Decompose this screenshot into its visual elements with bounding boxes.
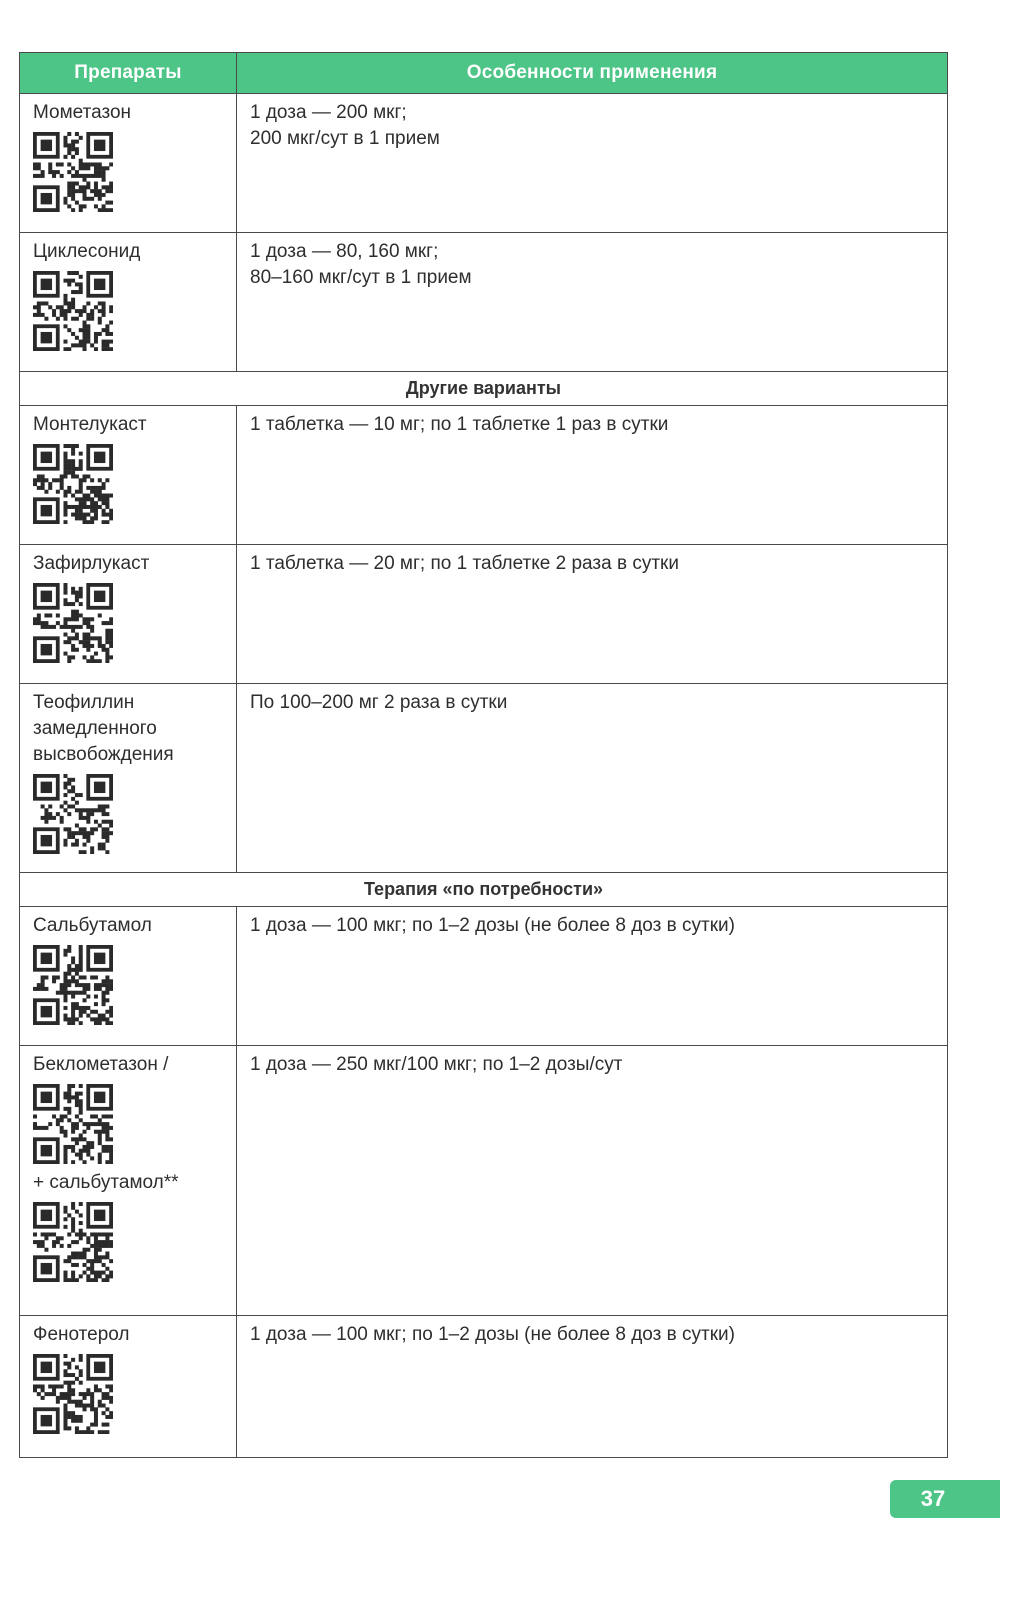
header-drugs: Препараты: [20, 53, 237, 94]
usage-cell: [237, 94, 948, 233]
usage-line: По 100–200 мг 2 раза в сутки: [250, 692, 508, 713]
usage-cell: [237, 907, 948, 1046]
drug-row: [20, 406, 948, 545]
usage-cell: [237, 1046, 948, 1316]
usage-cell: [237, 233, 948, 372]
drug-name: Теофиллин замедленного высвобождения: [33, 692, 174, 765]
usage-line: 1 таблетка — 20 мг; по 1 таблетке 2 раза в сутки: [250, 553, 679, 574]
table-header-row: [20, 53, 948, 94]
drug-row: [20, 545, 948, 684]
drug-cell: [20, 233, 237, 372]
drug-name: Сальбутамол: [33, 915, 152, 936]
drug-cell: [20, 907, 237, 1046]
qr-code-icon: [33, 444, 113, 524]
drug-cell: [20, 684, 237, 873]
section-title: Другие варианты: [20, 372, 948, 406]
drug-name: Циклесонид: [33, 241, 141, 262]
drug-name: + сальбутамол**: [33, 1172, 179, 1193]
drug-row: [20, 684, 948, 873]
usage-cell: [237, 1316, 948, 1458]
section-row: [20, 372, 948, 406]
qr-code-icon: [33, 945, 113, 1025]
drug-row: [20, 1046, 948, 1316]
drug-row: [20, 1316, 948, 1458]
drug-row: [20, 233, 948, 372]
section-row: [20, 873, 948, 907]
usage-line: 1 доза — 80, 160 мкг;: [250, 241, 439, 262]
drug-name: Беклометазон /: [33, 1054, 169, 1075]
qr-code-icon: [33, 583, 113, 663]
qr-code-icon: [33, 1084, 113, 1164]
drug-cell: [20, 545, 237, 684]
drug-row: [20, 94, 948, 233]
qr-code-icon: [33, 1202, 113, 1282]
usage-line: 200 мкг/сут в 1 прием: [250, 128, 440, 149]
drug-table: [19, 52, 948, 1458]
qr-code-icon: [33, 271, 113, 351]
section-title: Терапия «по потребности»: [20, 873, 948, 907]
drug-cell: [20, 1046, 237, 1316]
page-number: 37: [890, 1480, 1000, 1518]
usage-line: 1 доза — 250 мкг/100 мкг; по 1–2 дозы/сут: [250, 1054, 623, 1075]
drug-cell: [20, 1316, 237, 1458]
drug-name: Монтелукаст: [33, 414, 147, 435]
drug-name: Фенотерол: [33, 1324, 130, 1345]
qr-code-icon: [33, 774, 113, 854]
usage-cell: [237, 545, 948, 684]
drug-name: Зафирлукаст: [33, 553, 150, 574]
usage-line: 1 доза — 100 мкг; по 1–2 дозы (не более 8 доз в сутки): [250, 1324, 735, 1345]
drug-cell: [20, 406, 237, 545]
usage-line: 1 таблетка — 10 мг; по 1 таблетке 1 раз в сутки: [250, 414, 669, 435]
usage-line: 80–160 мкг/сут в 1 прием: [250, 267, 472, 288]
drug-row: [20, 907, 948, 1046]
header-usage: Особенности применения: [237, 53, 948, 94]
usage-cell: [237, 684, 948, 873]
usage-line: 1 доза — 100 мкг; по 1–2 дозы (не более 8 доз в сутки): [250, 915, 735, 936]
qr-code-icon: [33, 1354, 113, 1434]
drug-name: Мометазон: [33, 102, 132, 123]
usage-line: 1 доза — 200 мкг;: [250, 102, 407, 123]
usage-cell: [237, 406, 948, 545]
qr-code-icon: [33, 132, 113, 212]
drug-cell: [20, 94, 237, 233]
